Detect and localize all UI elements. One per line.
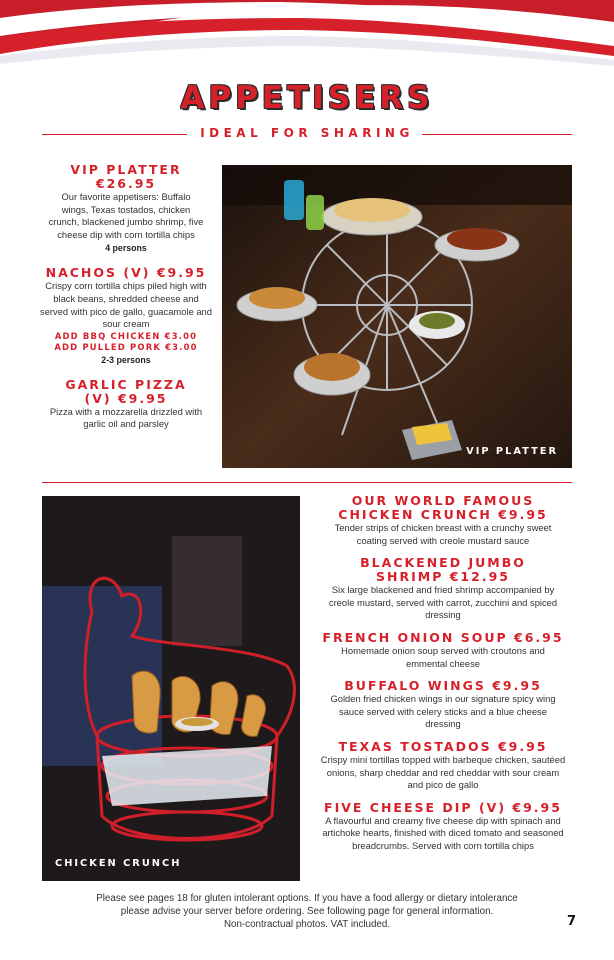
menu-item-vip-platter	[40, 163, 212, 254]
item-description: A flavourful and creamy five cheese dip with spinach and artichoke hearts, finished with diced tomato and seasoned breadcrumbs. Served with corn tortilla chips	[322, 814, 564, 851]
menu-item-texas-tostados	[312, 740, 574, 792]
footer-line: please advise your server before ordering. See following page for general information.	[120, 906, 494, 917]
menu-item-chicken-crunch	[312, 494, 574, 547]
menu-item-buffalo-wings	[312, 679, 574, 731]
menu-item-french-onion-soup	[312, 631, 574, 670]
item-price: (V) €9.95	[84, 390, 168, 406]
photo-caption: CHICKEN CRUNCH	[55, 858, 182, 869]
menu-item-five-cheese-dip	[312, 801, 574, 853]
left-menu-column	[40, 163, 212, 440]
item-title: FRENCH ONION SOUP €6.95	[322, 629, 564, 645]
chicken-crunch-photo	[42, 496, 300, 881]
menu-item-blackened-shrimp	[312, 556, 574, 622]
item-title: GARLIC PIZZA	[65, 376, 187, 392]
section-divider	[42, 482, 572, 483]
page-title: APPETISERS	[180, 80, 434, 116]
item-note: 2-3 persons	[101, 354, 151, 365]
item-extra: ADD PULLED PORK €3.00	[54, 341, 198, 352]
footer-notice	[60, 892, 554, 931]
item-description: Golden fried chicken wings in our signature spicy wing sauce served with celery sticks and a blue cheese dressing	[330, 693, 556, 730]
item-title-price: CHICKEN CRUNCH €9.95	[338, 507, 548, 522]
vip-platter-illustration	[222, 165, 572, 468]
right-menu-column	[312, 494, 574, 862]
item-title: NACHOS (V) €9.95	[45, 265, 207, 281]
item-title-price: SHRIMP €12.95	[376, 569, 510, 585]
item-title: BUFFALO WINGS €9.95	[344, 678, 542, 694]
item-extra: ADD BBQ CHICKEN €3.00	[54, 330, 198, 341]
item-description: Homemade onion soup served with croutons and emmental cheese	[341, 644, 545, 669]
item-title: VIP PLATTER	[70, 162, 182, 177]
menu-item-nachos	[40, 266, 212, 365]
item-description: Our favorite appetisers: Buffalo wings, Texas tostados, chicken crunch, blackened jumbo shrimp, five cheese dip with corn tortilla chips	[48, 191, 204, 240]
wave-banner	[0, 0, 614, 70]
footer-line: Please see pages 18 for gluten intolerant options. If you have a food allergy or dietary intolerance	[96, 893, 518, 904]
item-title: TEXAS TOSTADOS €9.95	[338, 738, 548, 754]
subtitle: IDEAL FOR SHARING	[200, 126, 414, 140]
item-price: €26.95	[95, 176, 157, 191]
vip-platter-photo	[222, 165, 572, 468]
item-title: FIVE CHEESE DIP (V) €9.95	[324, 799, 562, 815]
item-title: OUR WORLD FAMOUS	[351, 493, 535, 508]
subtitle-rule-right	[422, 134, 572, 135]
item-description: Crispy corn tortilla chips piled high with black beans, shredded cheese and served with pico de gallo, guacamole and sour cream	[40, 280, 212, 330]
item-description: Tender strips of chicken breast with a crunchy sweet coating served with creole mustard sauce	[334, 522, 552, 546]
footer-line: Non-contractual photos. VAT included.	[223, 919, 391, 930]
menu-item-garlic-pizza	[40, 378, 212, 431]
page-number: 7	[567, 914, 577, 929]
photo-caption: VIP PLATTER	[466, 446, 558, 457]
item-description: Crispy mini tortillas topped with barbeque chicken, sautéed onions, sharp cheddar and red cheddar with sour cream and pico de gallo	[320, 753, 566, 791]
chicken-basket-illustration	[42, 496, 300, 881]
item-description: Pizza with a mozzarella drizzled with garlic oil and parsley	[49, 405, 203, 430]
item-title: BLACKENED JUMBO	[360, 555, 526, 571]
item-description: Six large blackened and fried shrimp accompanied by creole mustard, served with carrot, zucchini and spiced dressing	[328, 584, 558, 621]
item-note: 4 persons	[105, 243, 147, 254]
subtitle-row	[42, 126, 572, 142]
